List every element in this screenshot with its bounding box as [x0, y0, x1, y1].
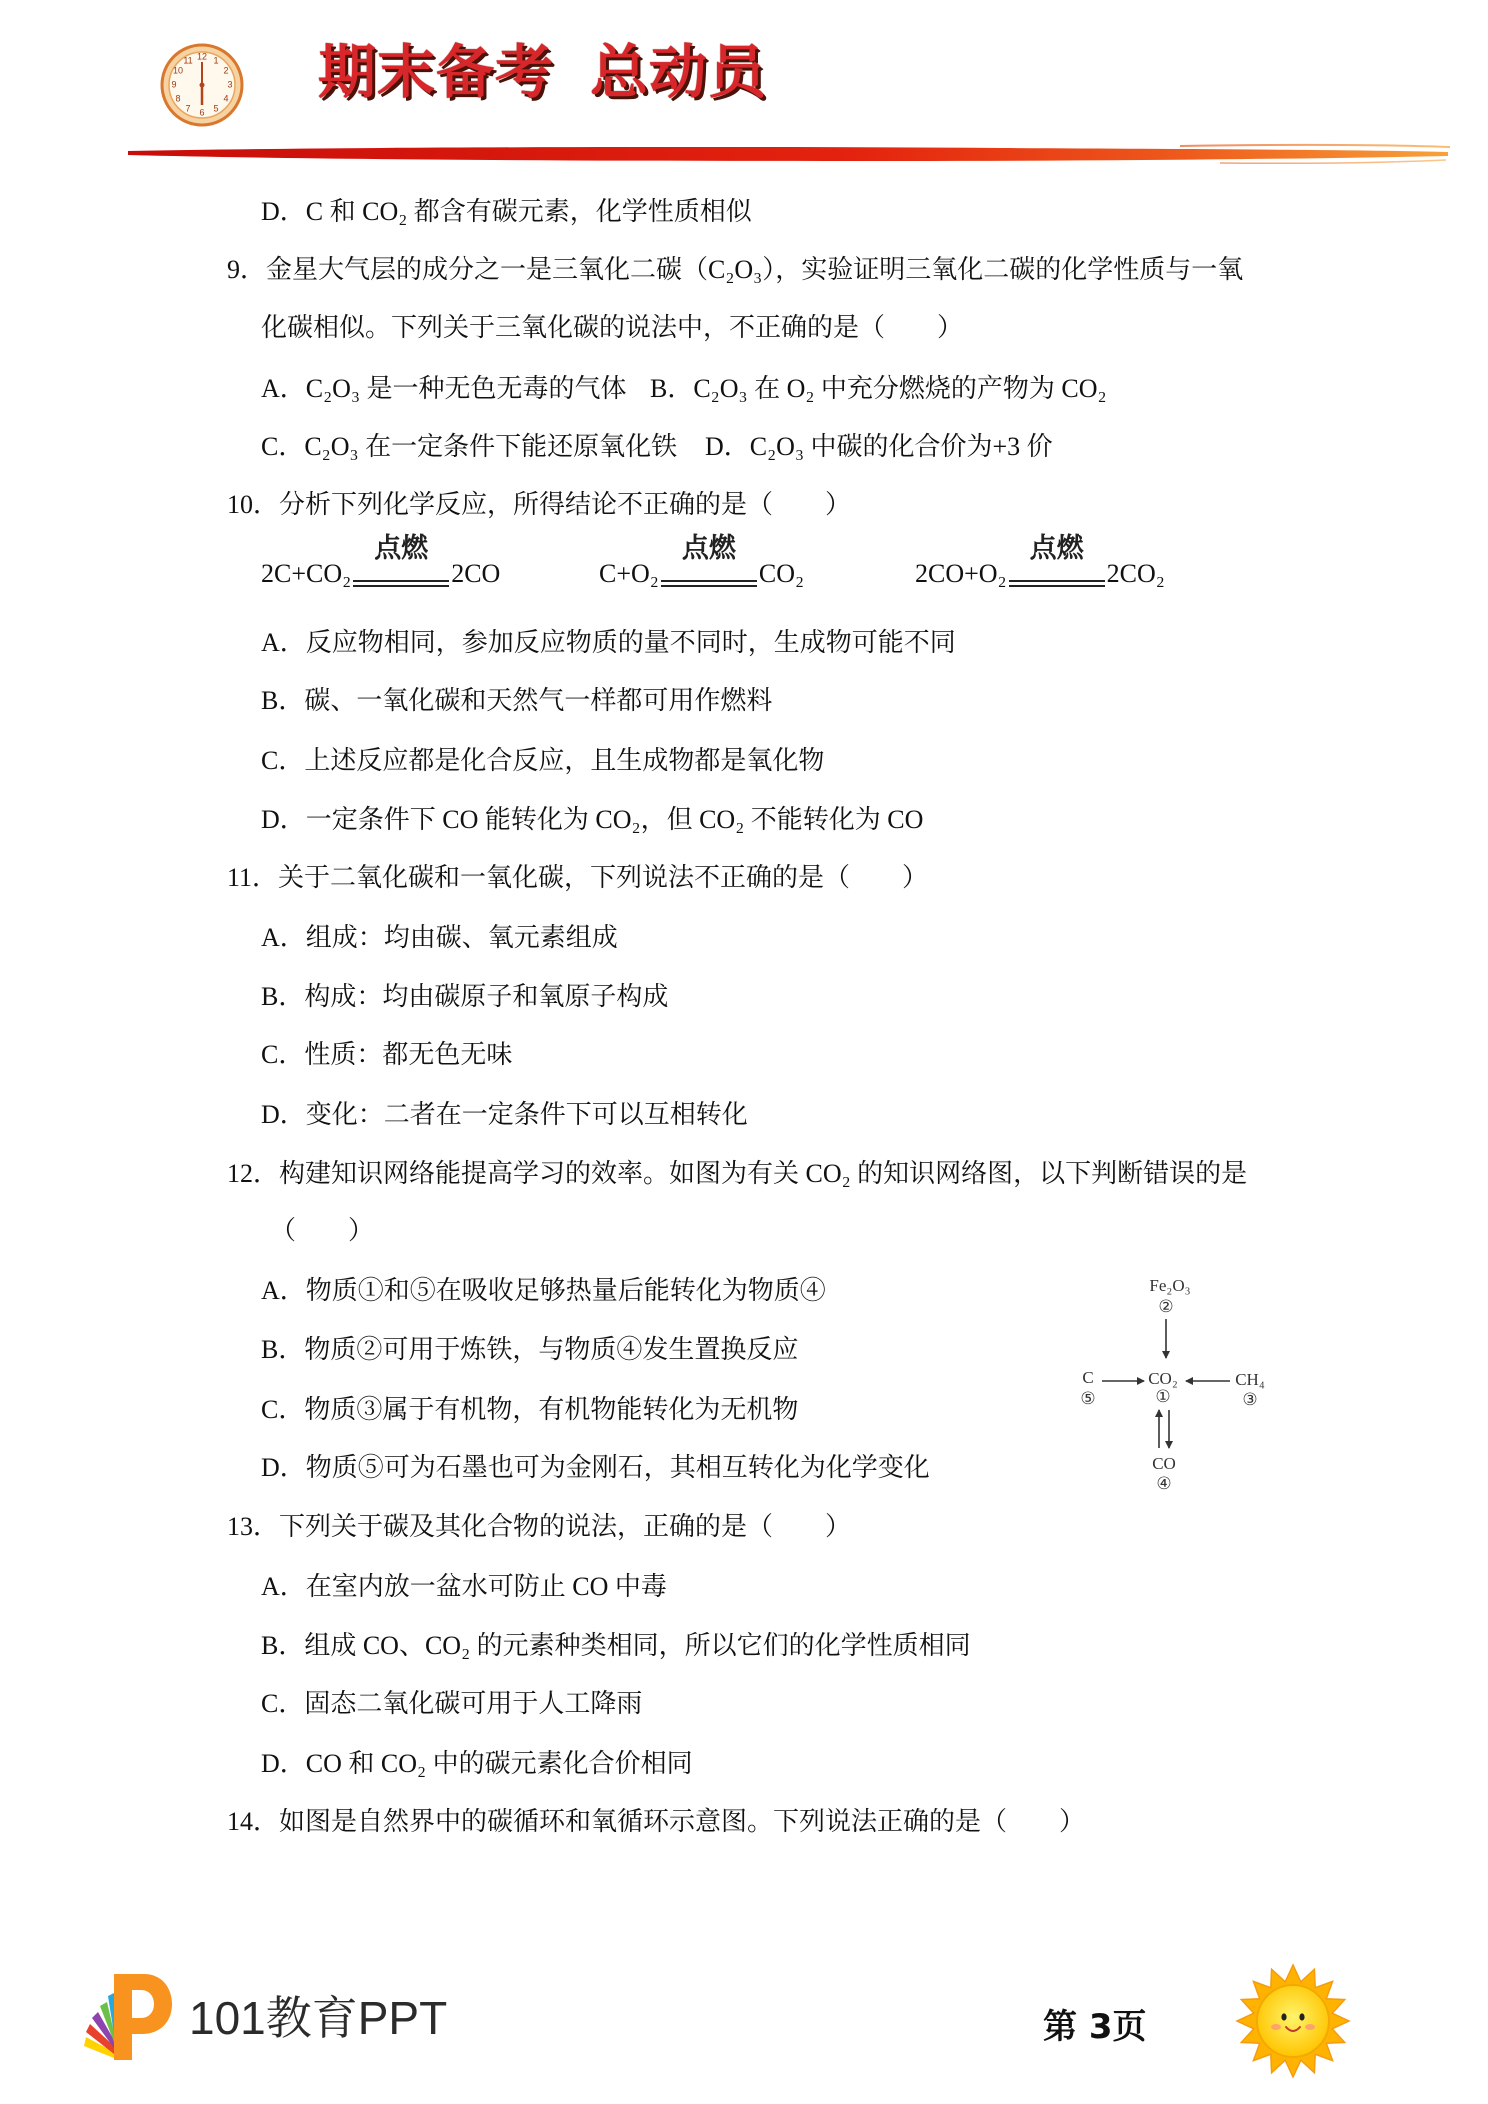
- equation-condition-label: 点燃: [374, 533, 429, 564]
- q10-equation-2: [599, 534, 804, 590]
- clock-numeral: 5: [213, 103, 219, 114]
- equation-condition-label: 点燃: [1029, 533, 1084, 564]
- q10-option-a: A．反应物相同，参加反应物质的量不同时，生成物可能不同: [261, 628, 956, 657]
- sun-icon: [1235, 1963, 1351, 2079]
- clock-numeral: 12: [196, 51, 208, 62]
- q12-stem-line1: 12．构建知识网络能提高学习的效率。如图为有关 CO₂ 的知识网络图，以下判断错误的是: [227, 1159, 1248, 1188]
- header-brush-rule: [0, 136, 1488, 172]
- equation-condition: [1007, 534, 1107, 590]
- equation-double-line: [1009, 580, 1105, 587]
- clock-numeral: 8: [175, 93, 181, 104]
- q10-option-b: B．碳、一氧化碳和天然气一样都可用作燃料: [261, 686, 773, 715]
- q11-option-a: A．组成：均由碳、氧元素组成: [261, 923, 618, 952]
- q12-option-d: D．物质⑤可为石墨也可为金刚石，其相互转化为化学变化: [261, 1453, 930, 1482]
- q10-equation-1: [261, 534, 500, 590]
- sun-eye: [1281, 2013, 1286, 2020]
- clock-numeral: 1: [213, 55, 219, 66]
- clock-numeral: 4: [223, 93, 229, 104]
- node-bottom-label: ④: [1156, 1473, 1172, 1493]
- q11-stem: 11．关于二氧化碳和一氧化碳，下列说法不正确的是（ ）: [227, 863, 929, 892]
- equation-reactants: 2C+CO₂: [261, 559, 352, 588]
- q12-option-a: A．物质①和⑤在吸收足够热量后能转化为物质④: [261, 1276, 826, 1305]
- clock-numeral: 9: [171, 79, 177, 90]
- equation-products: 2CO₂: [1106, 559, 1165, 588]
- q13-option-b: B．组成 CO、CO₂ 的元素种类相同，所以它们的化学性质相同: [261, 1631, 971, 1660]
- q12-option-b: B．物质②可用于炼铁，与物质④发生置换反应: [261, 1335, 799, 1364]
- q11-option-d: D．变化：二者在一定条件下可以互相转化: [261, 1100, 748, 1129]
- q8-option-d: D．C 和 CO₂ 都含有碳元素，化学性质相似: [261, 197, 752, 226]
- q9-option-a: A．C₂O₃ 是一种无色无毒的气体: [261, 374, 627, 403]
- q9-stem-line2: 化碳相似。下列关于三氧化碳的说法中，不正确的是（ ）: [261, 313, 964, 342]
- co2-knowledge-network-diagram: [1060, 1270, 1280, 1500]
- equation-products: CO₂: [758, 559, 805, 588]
- q10-option-d: D．一定条件下 CO 能转化为 CO₂，但 CO₂ 不能转化为 CO: [261, 805, 924, 834]
- brand-name: 101教育PPT: [189, 1992, 448, 2044]
- clock-numeral: 7: [185, 103, 191, 114]
- clock-numeral: 10: [172, 65, 184, 76]
- header-title-part2: 总动员: [590, 38, 768, 106]
- node-right-formula: CH₄: [1235, 1369, 1265, 1389]
- brush-streak: [1180, 145, 1450, 147]
- equation-reactants: 2CO+O₂: [915, 559, 1007, 588]
- q12-option-c: C．物质③属于有机物，有机物能转化为无机物: [261, 1395, 799, 1424]
- q11-option-c: C．性质：都无色无味: [261, 1040, 513, 1069]
- q9-stem-line1: 9．金星大气层的成分之一是三氧化二碳（C₂O₃），实验证明三氧化二碳的化学性质与一氧: [227, 255, 1244, 284]
- clock-numeral: 6: [199, 107, 205, 118]
- sun-face: [1257, 1985, 1329, 2057]
- q10-equation-3: [915, 534, 1165, 590]
- brush-stroke: [128, 147, 1448, 161]
- node-center-formula: CO₂: [1148, 1368, 1178, 1388]
- sun-blush: [1305, 2024, 1315, 2030]
- equation-condition: [659, 534, 759, 590]
- node-center-label: ①: [1155, 1386, 1171, 1406]
- q14-stem: 14．如图是自然界中的碳循环和氧循环示意图。下列说法正确的是（ ）: [227, 1807, 1086, 1836]
- q13-option-d: D．CO 和 CO₂ 中的碳元素化合价相同: [261, 1749, 693, 1778]
- equation-products: 2CO: [451, 559, 501, 588]
- node-bottom-formula: CO: [1152, 1453, 1176, 1473]
- node-top-label: ②: [1158, 1296, 1174, 1316]
- node-right-label: ③: [1242, 1389, 1258, 1409]
- clock-center: [200, 83, 205, 88]
- q13-option-a: A．在室内放一盆水可防止 CO 中毒: [261, 1572, 667, 1601]
- sun-eye: [1299, 2013, 1304, 2020]
- q9-option-b: B．C₂O₃ 在 O₂ 中充分燃烧的产物为 CO₂: [650, 374, 1107, 403]
- q11-option-b: B．构成：均由碳原子和氧原子构成: [261, 982, 669, 1011]
- q13-stem: 13．下列关于碳及其化合物的说法，正确的是（ ）: [227, 1512, 852, 1541]
- q9-option-d: D．C₂O₃ 中碳的化合价为+3 价: [705, 432, 1053, 461]
- q10-stem: 10．分析下列化学反应，所得结论不正确的是（ ）: [227, 490, 852, 519]
- equation-reactants: C+O₂: [599, 559, 659, 588]
- sun-blush: [1271, 2024, 1281, 2030]
- q12-stem-line2: （ ）: [270, 1216, 375, 1245]
- q13-option-c: C．固态二氧化碳可用于人工降雨: [261, 1689, 643, 1718]
- clock-icon: [158, 41, 246, 129]
- brand-logo-icon: [80, 1966, 176, 2066]
- clock-numeral: 3: [227, 79, 233, 90]
- page-number: 第 3页: [1043, 2007, 1147, 2047]
- equation-double-line: [661, 580, 757, 587]
- equation-condition: [351, 534, 451, 590]
- clock-numeral: 11: [183, 55, 193, 66]
- equation-condition-label: 点燃: [681, 533, 736, 564]
- node-top-formula: Fe₂O₃: [1149, 1275, 1191, 1295]
- equation-double-line: [353, 580, 449, 587]
- logo-letter-p: [114, 1974, 172, 2060]
- clock-numeral: 2: [223, 65, 229, 76]
- node-left-label: ⑤: [1080, 1388, 1096, 1408]
- q9-option-c: C．C₂O₃ 在一定条件下能还原氧化铁: [261, 432, 678, 461]
- brush-streak: [1220, 160, 1446, 163]
- header-title-part1: 期末备考: [318, 38, 555, 106]
- node-left-formula: C: [1082, 1367, 1094, 1387]
- q10-option-c: C．上述反应都是化合反应，且生成物都是氧化物: [261, 746, 825, 775]
